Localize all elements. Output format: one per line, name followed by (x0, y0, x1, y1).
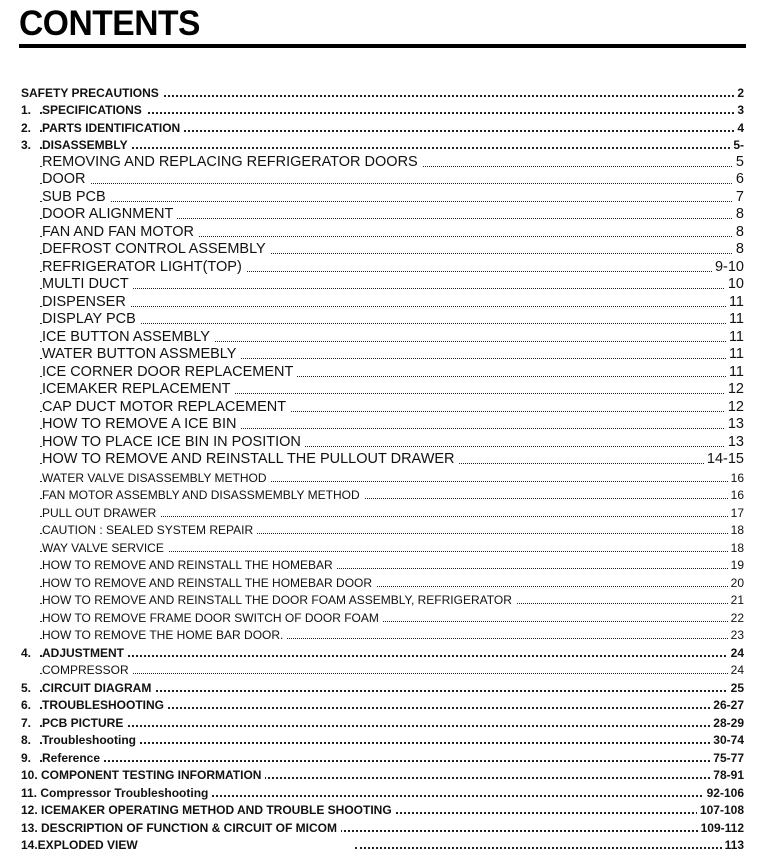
toc-entry-label: HOW TO REMOVE AND REINSTALL THE PULLOUT DRAWER (42, 451, 459, 467)
table-of-contents (0, 83, 764, 853)
toc-entry[interactable] (0, 206, 764, 224)
toc-entry-page: 3 (734, 103, 744, 117)
toc-entry-label: 12. ICEMAKER OPERATING METHOD AND TROUBLE SHOOTING (21, 803, 396, 817)
toc-entry[interactable] (0, 328, 764, 346)
toc-entry-label: ICEMAKER REPLACEMENT (42, 381, 235, 397)
toc-entry-page: 21 (728, 593, 744, 607)
toc-entry-label: TROUBLESHOOTING (42, 698, 168, 712)
toc-entry[interactable] (0, 643, 764, 661)
toc-entry[interactable] (0, 276, 764, 294)
toc-entry-page: 24 (728, 646, 744, 660)
leader-dots (40, 655, 734, 657)
toc-entry[interactable] (0, 661, 764, 679)
toc-entry-page: 9-10 (712, 259, 744, 275)
toc-entry-label: DISASSEMBLY (42, 138, 132, 152)
toc-entry[interactable] (0, 766, 764, 784)
toc-entry-page: 18 (728, 541, 744, 555)
toc-entry-label: DISPLAY PCB (42, 311, 140, 327)
toc-entry-number: 8. (21, 733, 32, 747)
toc-entry-page: 18 (728, 523, 744, 537)
title-rule (19, 44, 746, 48)
toc-entry-label: WATER VALVE DISASSEMBLY METHOD (42, 471, 271, 485)
toc-entry-page: 109-112 (698, 821, 744, 835)
toc-entry-page: 17 (728, 506, 744, 520)
toc-entry-page: 13 (725, 416, 744, 432)
toc-entry-page: 11 (726, 294, 744, 310)
toc-entry-label: SAFETY PRECAUTIONS (21, 86, 163, 100)
toc-entry-page: 12 (725, 381, 744, 397)
toc-entry[interactable] (0, 136, 764, 154)
toc-entry-label: HOW TO REMOVE A ICE BIN (42, 416, 240, 432)
toc-entry-page: 11 (726, 329, 744, 345)
toc-entry-page: 6 (733, 171, 744, 187)
toc-entry-page: 8 (733, 241, 744, 257)
toc-entry-page: 7 (733, 189, 744, 205)
toc-entry[interactable] (0, 416, 764, 434)
toc-entry-page: 8 (733, 206, 744, 222)
toc-entry[interactable] (0, 311, 764, 329)
leader-dots (40, 183, 734, 184)
toc-entry-label: PCB PICTURE (42, 716, 127, 730)
toc-entry-number: 4. (21, 645, 32, 660)
toc-entry-page: 11 (726, 311, 744, 327)
toc-entry[interactable] (0, 101, 764, 119)
toc-entry-label: REFRIGERATOR LIGHT(TOP) (42, 259, 246, 275)
toc-entry[interactable] (0, 153, 764, 171)
leader-dots (40, 323, 734, 324)
toc-entry-number: 9. (21, 750, 32, 765)
toc-entry-label: COMPRESSOR (42, 663, 133, 677)
toc-entry-page: 16 (728, 488, 744, 502)
toc-entry[interactable] (0, 818, 764, 836)
toc-entry-label: DOOR ALIGNMENT (42, 206, 177, 222)
toc-entry[interactable] (0, 538, 764, 556)
toc-entry-label: FAN AND FAN MOTOR (42, 224, 198, 240)
toc-entry[interactable] (0, 556, 764, 574)
toc-entry-page: 75-77 (710, 751, 744, 765)
toc-entry[interactable] (0, 836, 764, 854)
toc-entry-label: HOW TO PLACE ICE BIN IN POSITION (42, 434, 305, 450)
toc-entry[interactable] (0, 293, 764, 311)
toc-entry-page: 4 (734, 121, 744, 135)
toc-entry-page: 12 (725, 399, 744, 415)
toc-entry-page: 5 (733, 154, 744, 170)
toc-entry-page: 16 (728, 471, 744, 485)
toc-entry-label: DOOR (42, 171, 90, 187)
toc-entry-page: 19 (728, 558, 744, 572)
toc-entry-page: 25 (728, 681, 744, 695)
toc-entry[interactable] (0, 503, 764, 521)
page-title: CONTENTS (19, 4, 200, 43)
toc-entry[interactable] (0, 83, 764, 101)
toc-entry[interactable] (0, 381, 764, 399)
leader-dots (355, 847, 734, 849)
toc-entry-label: DEFROST CONTROL ASSEMBLY (42, 241, 270, 257)
toc-entry-label: FAN MOTOR ASSEMBLY AND DISASSMEMBLY METHOD (42, 488, 364, 502)
leader-dots (40, 673, 734, 674)
toc-entry[interactable] (0, 346, 764, 364)
toc-entry-page: 13 (725, 434, 744, 450)
toc-entry[interactable] (0, 591, 764, 609)
toc-entry-number: 5. (21, 680, 32, 695)
leader-dots (40, 742, 734, 744)
toc-entry-page: 11 (726, 346, 744, 362)
toc-entry-page: 5- (730, 138, 744, 152)
toc-entry-number: 1. (21, 103, 32, 117)
toc-entry-label: HOW TO REMOVE THE HOME BAR DOOR. (42, 628, 287, 642)
toc-entry-page: 107-108 (697, 803, 744, 817)
toc-entry[interactable] (0, 801, 764, 819)
toc-entry-page: 92-106 (704, 786, 744, 800)
toc-entry[interactable] (0, 748, 764, 766)
toc-entry-page: 8 (733, 224, 744, 240)
leader-dots (40, 725, 734, 727)
toc-entry-label: Reference (42, 751, 104, 765)
toc-entry-page: 23 (728, 628, 744, 642)
toc-entry-label: ADJUSTMENT (42, 646, 128, 660)
toc-entry-label: Troubleshooting (42, 733, 140, 747)
toc-entry[interactable] (0, 363, 764, 381)
toc-entry-label: HOW TO REMOVE AND REINSTALL THE HOMEBAR DOOR (42, 576, 376, 590)
toc-entry-label: CAP DUCT MOTOR REPLACEMENT (42, 399, 290, 415)
toc-entry[interactable] (0, 678, 764, 696)
toc-entry-label: ICE BUTTON ASSEMBLY (42, 329, 214, 345)
toc-entry[interactable] (0, 713, 764, 731)
toc-entry-label: PARTS IDENTIFICATION (42, 121, 184, 135)
toc-entry-label: MULTI DUCT (42, 276, 133, 292)
toc-entry-page: 14-15 (704, 451, 744, 467)
toc-entry-label: 14.EXPLODED VIEW (21, 838, 142, 852)
toc-entry-page: 78-91 (710, 768, 744, 782)
toc-entry[interactable] (0, 468, 764, 486)
toc-entry-label: CAUTION : SEALED SYSTEM REPAIR (42, 523, 257, 537)
toc-entry[interactable] (0, 223, 764, 241)
toc-entry[interactable] (0, 433, 764, 451)
toc-entry-number: 2. (21, 120, 32, 135)
leader-dots (40, 201, 734, 202)
toc-entry[interactable] (0, 241, 764, 259)
toc-entry-number: 7. (21, 715, 32, 730)
toc-entry-label: HOW TO REMOVE FRAME DOOR SWITCH OF DOOR FOAM (42, 611, 383, 625)
toc-entry-page: 20 (728, 576, 744, 590)
toc-entry[interactable] (0, 398, 764, 416)
toc-entry-page: 113 (722, 838, 744, 852)
toc-entry[interactable] (0, 731, 764, 749)
toc-entry-label: 11. Compressor Troubleshooting (21, 786, 212, 800)
toc-entry-label: WATER BUTTON ASSMEBLY (42, 346, 240, 362)
toc-entry-page: 26-27 (710, 698, 744, 712)
toc-entry-label: SUB PCB (42, 189, 110, 205)
toc-entry-page: 30-74 (710, 733, 744, 747)
toc-entry-number: 6. (21, 698, 32, 712)
toc-entry[interactable] (0, 573, 764, 591)
toc-entry-label: WAY VALVE SERVICE (42, 541, 168, 555)
leader-dots (40, 147, 734, 149)
toc-entry-label: DISPENSER (42, 294, 130, 310)
toc-entry[interactable] (0, 608, 764, 626)
toc-entry-page: 22 (728, 611, 744, 625)
toc-entry-label: 10. COMPONENT TESTING INFORMATION (21, 768, 265, 782)
toc-entry[interactable] (0, 626, 764, 644)
toc-entry[interactable] (0, 118, 764, 136)
toc-entry-page: 11 (726, 364, 744, 380)
toc-entry[interactable] (0, 451, 764, 469)
toc-entry[interactable] (0, 696, 764, 714)
toc-entry[interactable] (0, 521, 764, 539)
toc-entry[interactable] (0, 171, 764, 189)
toc-entry-label: ICE CORNER DOOR REPLACEMENT (42, 364, 297, 380)
toc-entry-label: HOW TO REMOVE AND REINSTALL THE DOOR FOAM ASSEMBLY, REFRIGERATOR (42, 593, 516, 607)
toc-entry-label: CIRCUIT DIAGRAM (42, 681, 155, 695)
toc-entry-label: HOW TO REMOVE AND REINSTALL THE HOMEBAR (42, 558, 337, 572)
toc-entry-label: 13. DESCRIPTION OF FUNCTION & CIRCUIT OF MICOM (21, 821, 341, 835)
toc-entry-page: 28-29 (710, 716, 744, 730)
toc-entry[interactable] (0, 486, 764, 504)
leader-dots (40, 306, 734, 307)
toc-entry-label: PULL OUT DRAWER (42, 506, 160, 520)
toc-entry[interactable] (0, 188, 764, 206)
toc-entry[interactable] (0, 783, 764, 801)
toc-entry-page: 10 (725, 276, 744, 292)
toc-entry-page: 24 (728, 663, 744, 677)
leader-dots (40, 288, 734, 289)
toc-entry-number: 3. (21, 138, 32, 152)
toc-entry[interactable] (0, 258, 764, 276)
toc-entry-page: 2 (734, 86, 744, 100)
toc-entry-label: SPECIFICATIONS (42, 103, 146, 117)
leader-dots (40, 760, 734, 762)
toc-entry-label: REMOVING AND REPLACING REFRIGERATOR DOORS (42, 154, 422, 170)
